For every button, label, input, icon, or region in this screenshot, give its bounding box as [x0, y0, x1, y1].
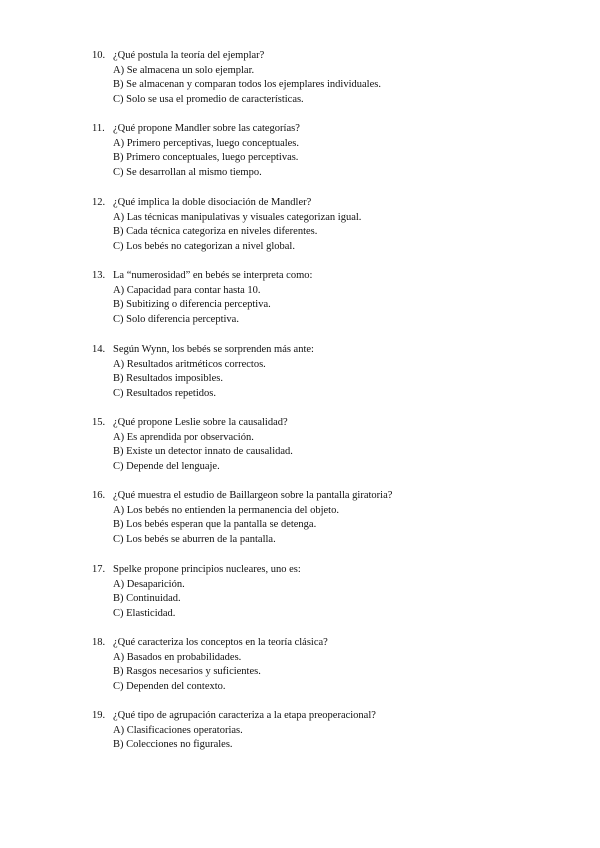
question-number: 19.: [92, 710, 106, 721]
option-c: C) Los bebés se aburren de la pantalla.: [113, 534, 276, 546]
option-a: A) Resultados aritméticos correctos.: [113, 358, 266, 370]
option-b: B) Rasgos necesarios y suficientes.: [113, 666, 261, 678]
option-b: B) Existe un detector innato de causalidad.: [113, 446, 293, 458]
question-text: Según Wynn, los bebés se sorprenden más ante:: [113, 344, 314, 355]
question-line: [92, 416, 293, 431]
option-b: B) Cada técnica categoriza en niveles diferentes.: [113, 226, 318, 238]
question-text: ¿Qué caracteriza los conceptos en la teoría clásica?: [113, 637, 328, 648]
option-c: C) Se desarrollan al mismo tiempo.: [113, 167, 262, 179]
option-a: A) Capacidad para contar hasta 10.: [113, 284, 261, 296]
option-c: C) Dependen del contexto.: [113, 681, 226, 693]
option-a: A) Es aprendida por observación.: [113, 431, 254, 443]
question-number: 18.: [92, 637, 106, 648]
question-line: [92, 49, 381, 64]
question-12: [92, 196, 361, 255]
question-16: [92, 489, 392, 548]
question-10: [92, 49, 381, 108]
question-text: ¿Qué propone Leslie sobre la causalidad?: [113, 417, 288, 428]
option-c: C) Los bebés no categorizan a nivel global.: [113, 241, 295, 253]
option-c: C) Resultados repetidos.: [113, 388, 216, 400]
question-11: [92, 122, 300, 181]
option-b: B) Se almacenan y comparan todos los ejemplares individuales.: [113, 79, 381, 91]
question-line: [92, 489, 392, 504]
option-c: C) Depende del lenguaje.: [113, 461, 220, 473]
question-text: ¿Qué muestra el estudio de Baillargeon sobre la pantalla giratoria?: [113, 490, 393, 501]
question-text: ¿Qué implica la doble disociación de Mandler?: [113, 197, 312, 208]
option-b: B) Resultados imposibles.: [113, 373, 223, 385]
question-number: 17.: [92, 564, 106, 575]
option-a: A) Clasificaciones operatorias.: [113, 724, 243, 736]
option-a: A) Los bebés no entienden la permanencia del objeto.: [113, 504, 339, 516]
question-number: 11.: [92, 123, 105, 134]
question-text: ¿Qué postula la teoría del ejemplar?: [113, 50, 265, 61]
question-19: [92, 709, 376, 753]
option-c: C) Elasticidad.: [113, 608, 176, 620]
option-c: C) Solo se usa el promedio de características.: [113, 94, 304, 106]
question-13: [92, 269, 312, 328]
question-number: 15.: [92, 417, 106, 428]
question-15: [92, 416, 293, 475]
option-c: C) Solo diferencia perceptiva.: [113, 314, 239, 326]
question-number: 13.: [92, 270, 106, 281]
question-17: [92, 563, 301, 622]
option-a: A) Se almacena un solo ejemplar.: [113, 64, 255, 76]
question-18: [92, 636, 328, 695]
question-number: 16.: [92, 490, 106, 501]
option-b: B) Continuidad.: [113, 593, 181, 605]
question-number: 10.: [92, 50, 106, 61]
question-text: ¿Qué tipo de agrupación caracteriza a la etapa preoperacional?: [113, 710, 376, 721]
question-line: [92, 269, 312, 284]
question-text: ¿Qué propone Mandler sobre las categorías?: [113, 123, 300, 134]
option-a: A) Basados en probabilidades.: [113, 651, 242, 663]
question-line: [92, 122, 300, 137]
question-text: Spelke propone principios nucleares, uno es:: [113, 564, 301, 575]
question-text: La “numerosidad” en bebés se interpreta como:: [113, 270, 313, 281]
option-b: B) Colecciones no figurales.: [113, 739, 233, 751]
question-line: [92, 196, 361, 211]
question-line: [92, 563, 301, 578]
question-number: 12.: [92, 197, 106, 208]
question-line: [92, 343, 314, 358]
question-number: 14.: [92, 344, 106, 355]
option-a: A) Las técnicas manipulativas y visuales categorizan igual.: [113, 211, 362, 223]
option-b: B) Subitizing o diferencia perceptiva.: [113, 299, 271, 311]
option-a: A) Desaparición.: [113, 578, 185, 590]
question-line: [92, 709, 376, 724]
option-b: B) Los bebés esperan que la pantalla se detenga.: [113, 519, 317, 531]
option-a: A) Primero perceptivas, luego conceptuales.: [113, 137, 300, 149]
option-b: B) Primero conceptuales, luego perceptivas.: [113, 152, 299, 164]
question-line: [92, 636, 328, 651]
question-14: [92, 343, 314, 402]
